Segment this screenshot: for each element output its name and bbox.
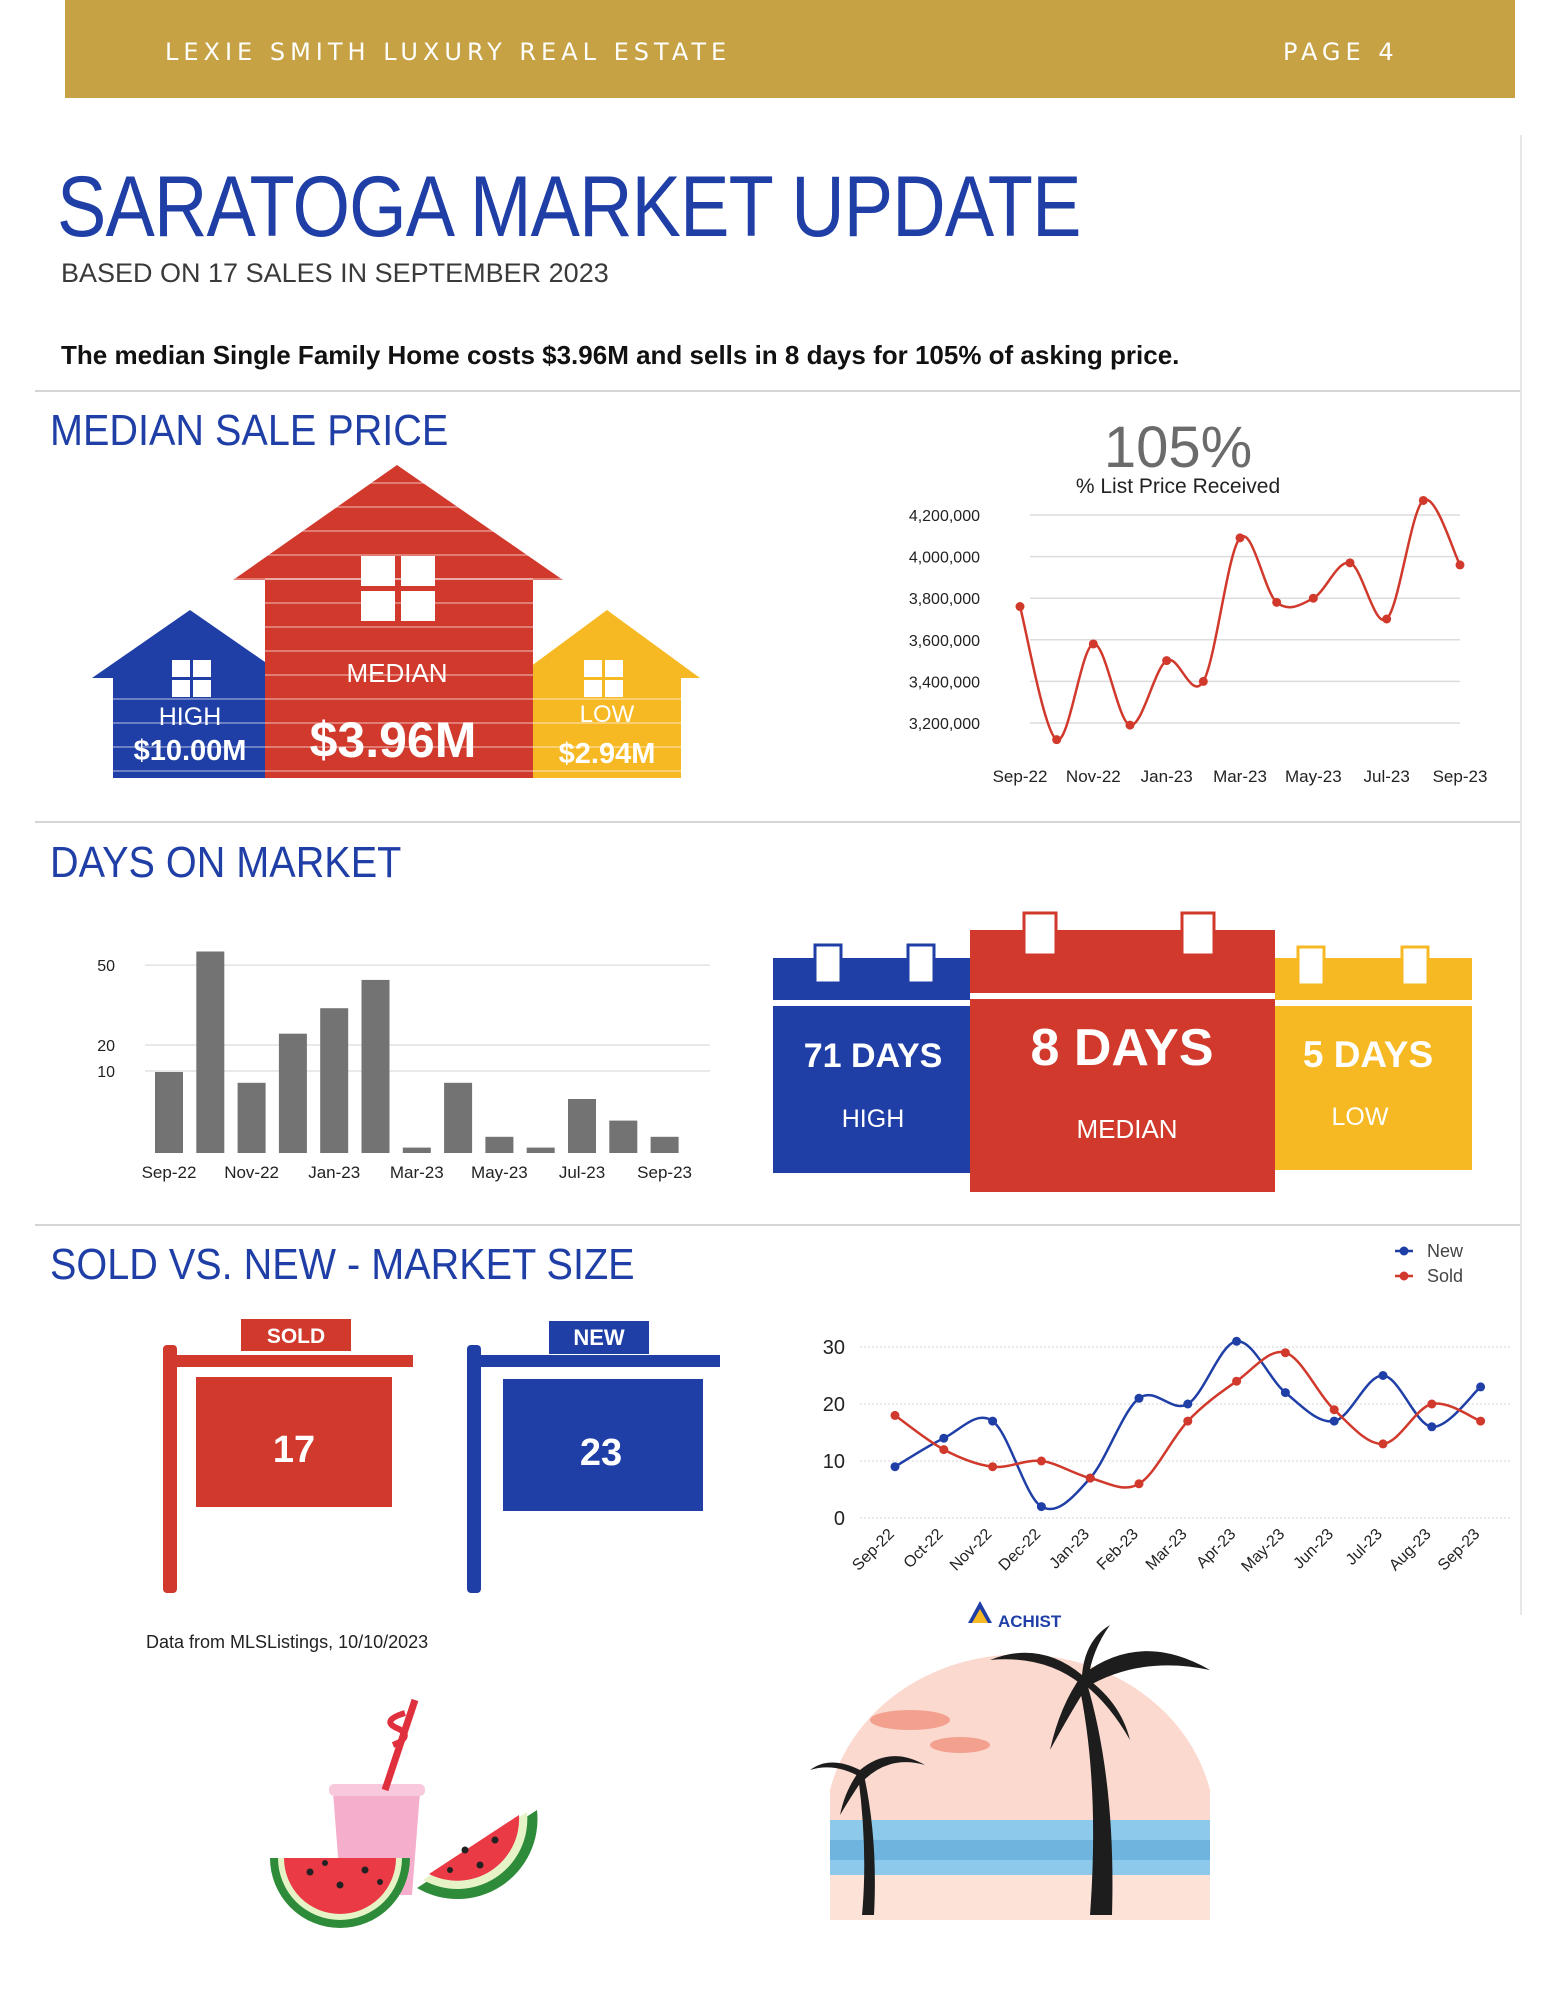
new-sign — [467, 1321, 720, 1593]
y-tick-label: 3,200,000 — [908, 716, 980, 733]
logo-text: ACHIST — [998, 1612, 1062, 1631]
beach-sunset-illustration — [810, 1630, 1240, 1930]
data-point-new — [1135, 1394, 1144, 1403]
high-price-label: HIGH — [158, 703, 222, 731]
y-tick-label: 4,200,000 — [908, 508, 980, 525]
data-point — [1419, 496, 1428, 505]
data-point-new — [1281, 1388, 1290, 1397]
bar — [527, 1148, 555, 1153]
x-tick-label: Sep-22 — [141, 1163, 197, 1182]
low-days-value: 5 DAYS — [1302, 1034, 1434, 1075]
brand-name: LEXIE SMITH LUXURY REAL ESTATE — [165, 38, 732, 66]
x-tick-label: Nov-22 — [224, 1163, 280, 1182]
calendar-median — [970, 913, 1275, 1192]
data-point-new — [1476, 1382, 1485, 1391]
divider — [35, 1224, 1520, 1226]
new-count: 23 — [579, 1432, 623, 1474]
median-price-label: MEDIAN — [346, 658, 448, 688]
data-point-sold — [891, 1411, 900, 1420]
divider — [35, 821, 1520, 823]
calendar-ring-icon — [1024, 913, 1056, 955]
y-tick-label: 50 — [97, 958, 115, 976]
y-tick-label: 20 — [822, 1394, 845, 1416]
signs-graphic — [155, 1315, 725, 1595]
sold-sign — [163, 1319, 413, 1593]
y-tick-label: 30 — [822, 1337, 845, 1359]
data-point-new — [939, 1434, 948, 1443]
data-point — [1052, 735, 1061, 744]
data-point-sold — [1232, 1377, 1241, 1386]
x-tick-label: Sep-22 — [849, 1525, 898, 1575]
data-point-sold — [1183, 1417, 1192, 1426]
low-days-label: LOW — [1331, 1103, 1389, 1131]
data-point — [1309, 594, 1318, 603]
section-title-market-size: SOLD VS. NEW - MARKET SIZE — [50, 1240, 635, 1289]
bar — [403, 1148, 431, 1153]
data-point — [1089, 639, 1098, 648]
median-days-value: 8 DAYS — [1030, 1019, 1214, 1077]
data-point-sold — [1330, 1405, 1339, 1414]
x-tick-label: Jul-23 — [1363, 767, 1410, 786]
bar — [196, 952, 224, 1153]
data-point — [1382, 615, 1391, 624]
x-tick-label: Nov-22 — [946, 1525, 996, 1575]
data-point — [1272, 598, 1281, 607]
high-days-label: HIGH — [841, 1105, 905, 1133]
bar — [362, 980, 390, 1153]
legend-sold: Sold — [1427, 1266, 1464, 1286]
y-tick-label: 3,600,000 — [908, 632, 980, 650]
bar — [568, 1099, 596, 1153]
median-days-label: MEDIAN — [1076, 1114, 1178, 1144]
section-title-days-on-market: DAYS ON MARKET — [50, 838, 402, 887]
calendar-ring-icon — [1402, 947, 1428, 985]
data-point-new — [891, 1462, 900, 1471]
x-tick-label: Oct-22 — [900, 1525, 947, 1572]
calendar-low — [1272, 947, 1472, 1170]
y-tick-label: 3,800,000 — [908, 591, 980, 609]
data-point-sold — [1135, 1479, 1144, 1488]
data-point-sold — [939, 1445, 948, 1454]
x-tick-label: Aug-23 — [1386, 1525, 1435, 1575]
data-point-new — [1183, 1400, 1192, 1409]
low-price-value: $2.94M — [558, 738, 656, 770]
days-on-market-chart — [85, 890, 725, 1190]
calendar-ring-icon — [815, 945, 841, 983]
watermelon-slice-icon — [270, 1858, 410, 1928]
bar — [609, 1121, 637, 1153]
y-tick-label: 10 — [822, 1451, 845, 1473]
page-subtitle: BASED ON 17 SALES IN SEPTEMBER 2023 — [61, 258, 609, 288]
x-tick-label: Mar-23 — [389, 1163, 444, 1182]
calendar-high — [773, 945, 973, 1173]
data-point — [1126, 721, 1135, 730]
x-tick-label: May-23 — [1238, 1525, 1289, 1576]
x-tick-label: Jan-23 — [1046, 1525, 1094, 1573]
data-point — [1346, 558, 1355, 567]
x-tick-label: Jun-23 — [1290, 1525, 1338, 1573]
data-point-sold — [1086, 1474, 1095, 1483]
list-price-caption: % List Price Received — [1075, 475, 1281, 498]
data-point-new — [988, 1417, 997, 1426]
summary-sentence: The median Single Family Home costs $3.96M and sells in 8 days for 105% of asking price. — [61, 340, 1180, 370]
data-point-sold — [1427, 1400, 1436, 1409]
achist-logo — [968, 1601, 1062, 1631]
data-point-new — [1037, 1502, 1046, 1511]
x-tick-label: Jul-23 — [558, 1163, 606, 1182]
calendar-ring-icon — [1182, 913, 1214, 955]
bar — [320, 1008, 348, 1153]
high-price-value: $10.00M — [133, 735, 247, 767]
x-tick-label: Sep-23 — [1434, 1525, 1484, 1575]
y-tick-label: 3,400,000 — [908, 674, 980, 692]
x-tick-label: Mar-23 — [1142, 1525, 1191, 1574]
data-point-sold — [1037, 1457, 1046, 1466]
bar — [279, 1034, 307, 1153]
data-point-sold — [1379, 1439, 1388, 1448]
x-tick-label: May-23 — [471, 1163, 528, 1182]
x-tick-label: Dec-22 — [995, 1525, 1045, 1575]
chart-legend — [1395, 1241, 1464, 1286]
data-point — [1162, 656, 1171, 665]
high-days-value: 71 DAYS — [803, 1037, 943, 1075]
x-tick-label: Jan-23 — [1140, 767, 1193, 786]
x-tick-label: Nov-22 — [1065, 767, 1121, 786]
data-point — [1199, 677, 1208, 686]
calendar-ring-icon — [908, 945, 934, 983]
section-title-median-price: MEDIAN SALE PRICE — [50, 406, 449, 455]
houses-graphic — [85, 460, 715, 790]
list-price-percent: 105% — [1103, 415, 1253, 480]
x-tick-label: Jul-23 — [1342, 1525, 1386, 1569]
data-point — [1016, 602, 1025, 611]
y-tick-label: 10 — [97, 1064, 115, 1081]
bar — [444, 1083, 472, 1153]
y-tick-label: 0 — [833, 1508, 845, 1530]
sold-sign-label: SOLD — [266, 1325, 326, 1348]
page-number: PAGE 4 — [1283, 38, 1399, 66]
bar — [238, 1083, 266, 1153]
data-point-sold — [988, 1462, 997, 1471]
data-point-new — [1427, 1422, 1436, 1431]
x-tick-label: Jan-23 — [308, 1163, 361, 1182]
watermelon-drink-illustration — [265, 1700, 545, 1920]
watermelon-slice-icon — [417, 1810, 538, 1899]
sold-count: 17 — [272, 1429, 316, 1471]
bar — [485, 1137, 513, 1153]
days-calendars-graphic — [770, 905, 1480, 1195]
data-point-sold — [1281, 1348, 1290, 1357]
new-sign-label: NEW — [573, 1325, 625, 1350]
calendar-ring-icon — [1298, 947, 1324, 985]
data-point-sold — [1476, 1417, 1485, 1426]
x-tick-label: Mar-23 — [1213, 767, 1267, 786]
low-price-label: LOW — [579, 701, 635, 728]
data-point-new — [1232, 1337, 1241, 1346]
data-point — [1456, 560, 1465, 569]
x-tick-label: Sep-22 — [992, 767, 1048, 786]
sold-vs-new-chart — [805, 1235, 1525, 1635]
median-price-chart — [860, 405, 1488, 800]
x-tick-label: Feb-23 — [1093, 1525, 1142, 1574]
page-title: SARATOGA MARKET UPDATE — [57, 159, 1081, 255]
x-tick-label: Sep-23 — [637, 1163, 693, 1182]
data-point-new — [1379, 1371, 1388, 1380]
source-note: Data from MLSListings, 10/10/2023 — [146, 1632, 429, 1652]
y-tick-label: 4,000,000 — [908, 549, 980, 567]
y-tick-label: 20 — [97, 1038, 115, 1055]
x-tick-label: Sep-23 — [1432, 767, 1488, 786]
data-point — [1236, 533, 1245, 542]
divider — [35, 390, 1520, 392]
bar — [155, 1072, 183, 1153]
data-point-new — [1330, 1417, 1339, 1426]
x-tick-label: Apr-23 — [1193, 1525, 1240, 1572]
bar — [651, 1137, 679, 1153]
x-tick-label: May-23 — [1284, 767, 1342, 786]
legend-new: New — [1427, 1241, 1464, 1261]
median-price-value: $3.96M — [309, 712, 477, 768]
